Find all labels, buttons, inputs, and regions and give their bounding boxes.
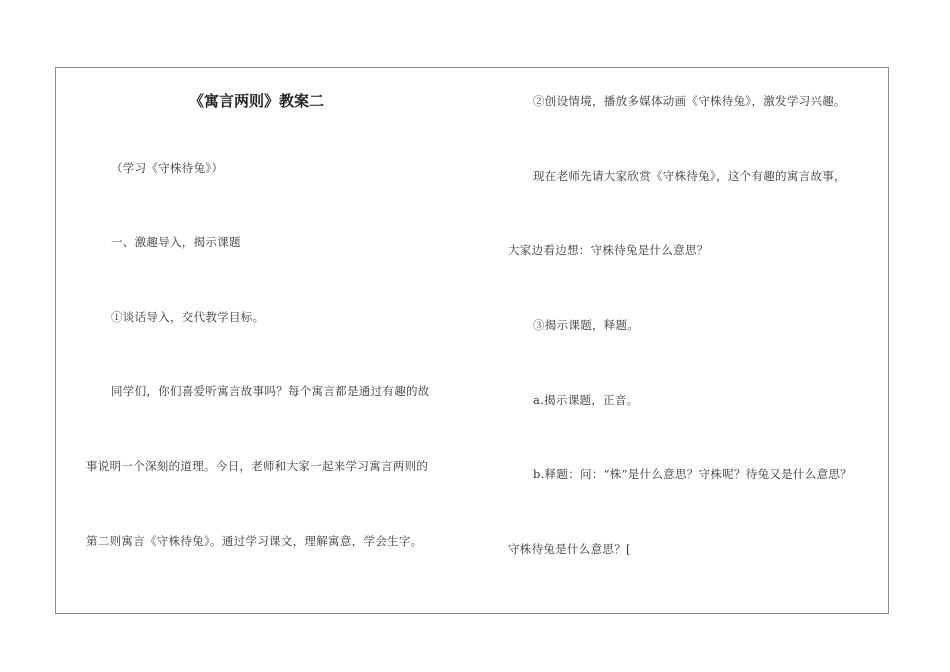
right-line-item-a: a.揭示课题，正音。 [533, 393, 639, 407]
right-line-step-2: ②创设情境，播放多媒体动画《守株待兔》，激发学习兴趣。 [533, 94, 846, 108]
right-line-paragraph-2: 大家边看边想：守株待兔是什么意思？ [508, 243, 709, 257]
document-title: 《寓言两则》教案二 [189, 92, 325, 110]
right-line-item-b: b.释题：问：“株”是什么意思？守株呢？待兔又是什么意思？ [533, 467, 852, 481]
left-line-subtitle: （学习《守株待兔》） [111, 161, 224, 175]
left-line-section-heading: 一、激趣导入，揭示课题 [111, 235, 241, 249]
right-line-paragraph-1: 现在老师先请大家欣赏《守株待兔》，这个有趣的寓言故事， [533, 169, 846, 183]
left-line-paragraph-1: 同学们，你们喜爱听寓言故事吗？每个寓言都是通过有趣的故 [111, 384, 430, 398]
left-line-step-1: ①谈话导入，交代教学目标。 [111, 310, 265, 324]
document-frame [55, 67, 889, 614]
left-line-paragraph-2: 事说明一个深刻的道理。今日，老师和大家一起来学习寓言两则的 [86, 459, 429, 473]
right-line-question: 守株待兔是什么意思？[ [508, 542, 631, 556]
left-line-paragraph-3: 第二则寓言《守株待兔》。通过学习课文，理解寓意，学会生字。 [86, 534, 423, 548]
right-line-step-3: ③揭示课题，释题。 [533, 318, 640, 332]
